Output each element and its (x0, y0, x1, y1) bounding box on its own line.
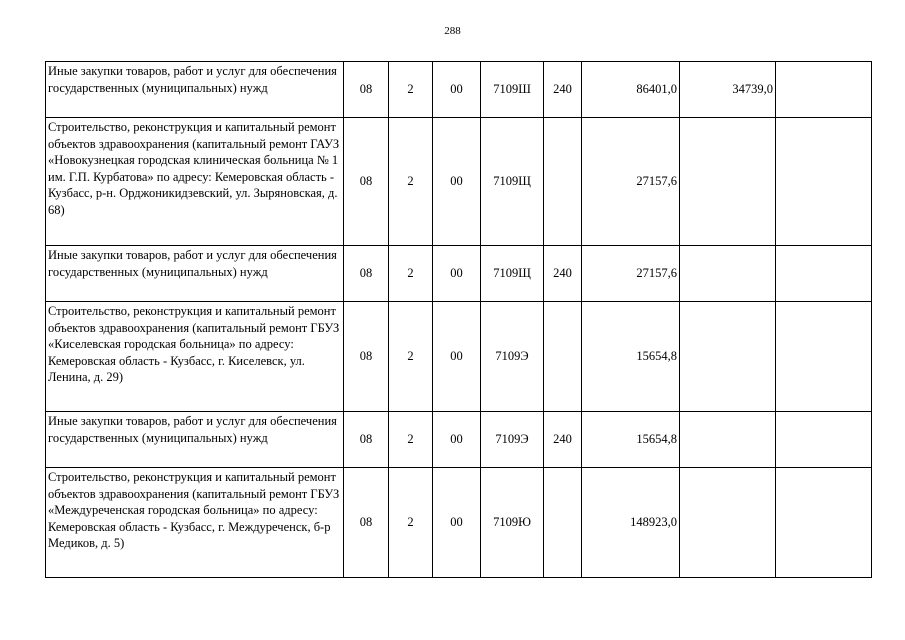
vr-cell: 240 (544, 62, 582, 118)
sum2-cell (680, 412, 776, 468)
sum1-cell: 27157,6 (582, 118, 680, 246)
table-row (46, 246, 872, 302)
table-row (46, 118, 872, 246)
code-cell: 7109Э (481, 302, 544, 412)
sum3-cell (776, 468, 872, 578)
row-name: Иные закупки товаров, работ и услуг для обеспечения государственных (муниципальных) нужд (46, 62, 344, 118)
sum1-cell: 15654,8 (582, 302, 680, 412)
sum2-cell (680, 246, 776, 302)
program-cell: 00 (433, 412, 481, 468)
budget-table (45, 61, 872, 578)
vr-cell (544, 302, 582, 412)
sum2-cell (680, 302, 776, 412)
section-cell: 08 (344, 62, 389, 118)
table-row (46, 302, 872, 412)
subsection-cell: 2 (389, 468, 433, 578)
section-cell: 08 (344, 246, 389, 302)
subsection-cell: 2 (389, 302, 433, 412)
program-cell: 00 (433, 468, 481, 578)
sum3-cell (776, 118, 872, 246)
subsection-cell: 2 (389, 62, 433, 118)
sum1-cell: 86401,0 (582, 62, 680, 118)
subsection-cell: 2 (389, 246, 433, 302)
vr-cell (544, 468, 582, 578)
row-name: Иные закупки товаров, работ и услуг для обеспечения государственных (муниципальных) нужд (46, 412, 344, 468)
code-cell: 7109Щ (481, 246, 544, 302)
vr-cell: 240 (544, 246, 582, 302)
sum2-cell (680, 118, 776, 246)
sum1-cell: 15654,8 (582, 412, 680, 468)
section-cell: 08 (344, 412, 389, 468)
section-cell: 08 (344, 118, 389, 246)
sum2-cell (680, 468, 776, 578)
sum1-cell: 27157,6 (582, 246, 680, 302)
table-row (46, 412, 872, 468)
code-cell: 7109Щ (481, 118, 544, 246)
page-number: 288 (444, 25, 461, 37)
subsection-cell: 2 (389, 118, 433, 246)
vr-cell (544, 118, 582, 246)
row-name: Иные закупки товаров, работ и услуг для обеспечения государственных (муниципальных) нужд (46, 246, 344, 302)
sum3-cell (776, 412, 872, 468)
program-cell: 00 (433, 246, 481, 302)
subsection-cell: 2 (389, 412, 433, 468)
row-name: Строительство, реконструкция и капитальный ремонт объектов здравоохранения (капитальный ремонт ГБУЗ «Киселевская городская больница» по адресу: Кемеровская область - Кузбасс, г. Киселевск, ул. Ленина, д. 29) (46, 302, 344, 412)
row-name: Строительство, реконструкция и капитальный ремонт объектов здравоохранения (капитальный ремонт ГБУЗ «Междуреченская городская больница» по адресу: Кемеровская область - Кузбасс, г. Междуреченск, б-р Медиков, д. 5) (46, 468, 344, 578)
program-cell: 00 (433, 118, 481, 246)
program-cell: 00 (433, 302, 481, 412)
code-cell: 7109Э (481, 412, 544, 468)
program-cell: 00 (433, 62, 481, 118)
table-row (46, 468, 872, 578)
sum3-cell (776, 302, 872, 412)
section-cell: 08 (344, 468, 389, 578)
sum3-cell (776, 62, 872, 118)
vr-cell: 240 (544, 412, 582, 468)
row-name: Строительство, реконструкция и капитальный ремонт объектов здравоохранения (капитальный ремонт ГАУЗ «Новокузнецкая городская клиническая больница № 1 им. Г.П. Курбатова» по адресу: Кемеровская область - Кузбасс, р-н. Орджоникидзевский, ул. Зыряновская, д. 68) (46, 118, 344, 246)
code-cell: 7109Ю (481, 468, 544, 578)
section-cell: 08 (344, 302, 389, 412)
code-cell: 7109Ш (481, 62, 544, 118)
sum2-cell: 34739,0 (680, 62, 776, 118)
sum3-cell (776, 246, 872, 302)
table-row (46, 62, 872, 118)
sum1-cell: 148923,0 (582, 468, 680, 578)
